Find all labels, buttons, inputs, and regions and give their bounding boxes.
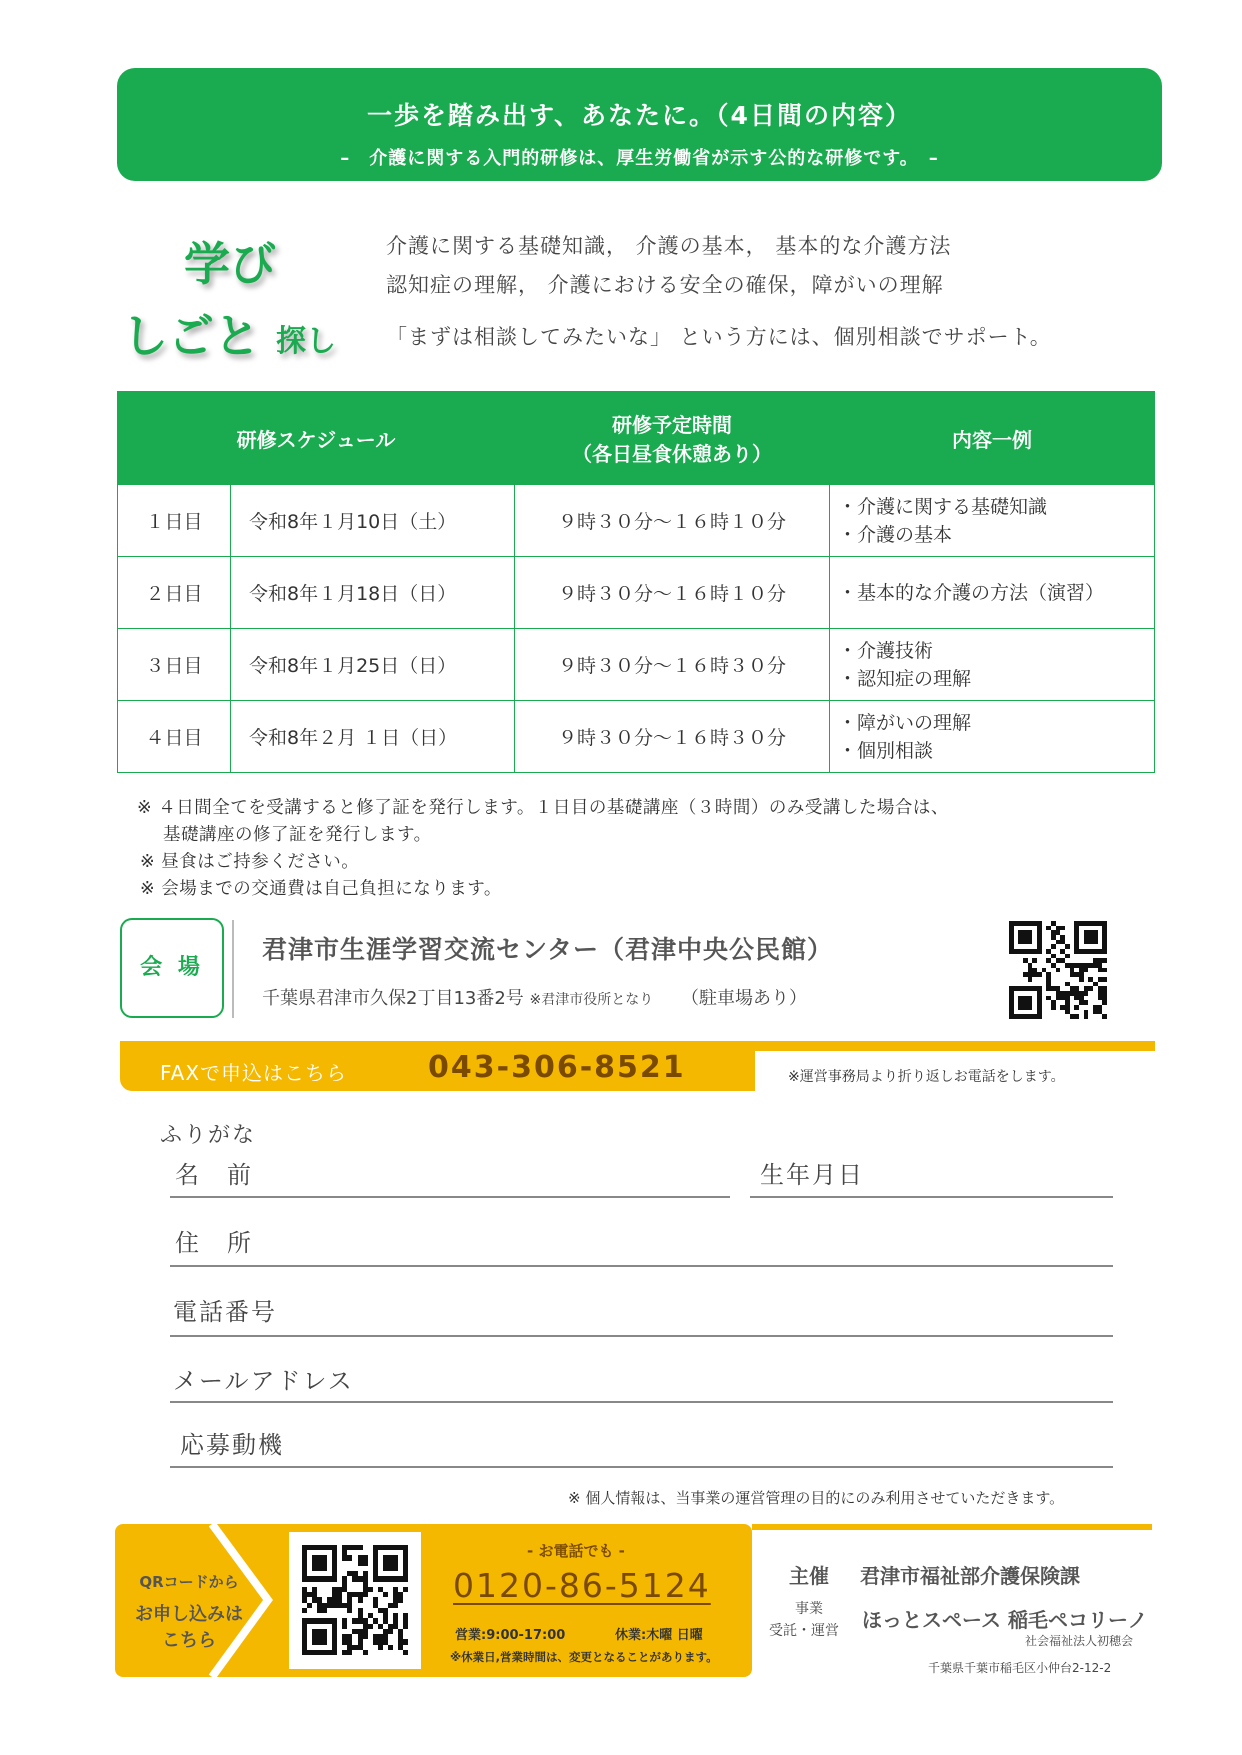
venue-note: ※君津市役所となり — [529, 992, 654, 1008]
content-line: ・介護技術 — [838, 639, 934, 662]
content-cell — [830, 485, 1155, 557]
schedule-header-content: 内容一例 — [830, 392, 1155, 485]
application-qr-code[interactable] — [302, 1545, 408, 1655]
schedule-header-time-line1: 研修予定時間 — [612, 413, 732, 437]
date-cell: 令和8年２月 １日（日） — [231, 701, 515, 773]
phone-field[interactable] — [170, 1335, 1113, 1337]
header-banner — [117, 68, 1162, 181]
day-cell: ４日目 — [118, 701, 231, 773]
birthday-field[interactable] — [750, 1196, 1113, 1198]
logo-sagashi: 探し — [276, 324, 336, 359]
qr-module — [1102, 1014, 1107, 1019]
schedule-header-schedule: 研修スケジュール — [118, 392, 515, 485]
time-cell: ９時３０分～１６時３０分 — [515, 629, 830, 701]
address-field[interactable] — [170, 1265, 1113, 1267]
footer-qr-text-2: お申し込みは — [135, 1604, 243, 1625]
time-cell: ９時３０分～１６時１０分 — [515, 485, 830, 557]
email-field[interactable] — [170, 1401, 1113, 1403]
content-line: ・認知症の理解 — [838, 667, 972, 690]
content-cell — [830, 701, 1155, 773]
content-line: ・介護の基本 — [838, 523, 953, 546]
header-title: 一歩を踏み出す、あなたに。（4日間の内容） — [367, 101, 912, 130]
content-line: ・個別相談 — [838, 739, 934, 762]
footer-phone-label: - お電話でも - — [527, 1542, 625, 1560]
email-label: メールアドレス — [173, 1367, 354, 1395]
qr-module — [403, 1650, 408, 1655]
footer-qr-text-1: QRコードから — [139, 1573, 239, 1591]
intro-line-3: 「まずは相談してみたいな」 という方には、個別相談でサポート。 — [386, 325, 1052, 349]
footer-closed: 休業:木曜 日曜 — [615, 1628, 703, 1643]
intro-line-1: 介護に関する基礎知識， 介護の基本， 基本的な介護方法 — [386, 234, 952, 258]
birthday-label: 生年月日 — [760, 1161, 864, 1189]
logo-manabi: 学び — [184, 237, 276, 291]
host-label: 主催 — [789, 1564, 829, 1588]
content-cell — [830, 557, 1155, 629]
day-cell: ３日目 — [118, 629, 231, 701]
note-lunch: ※ 昼食はご持参ください。 — [140, 852, 360, 872]
footer-hours: 営業:9:00-17:00 — [455, 1628, 566, 1643]
name-field[interactable] — [170, 1196, 730, 1198]
footer-qr-text-3: こちら — [162, 1630, 216, 1651]
table-row — [118, 557, 1155, 629]
content-line: ・介護に関する基礎知識 — [838, 495, 1048, 518]
content-line: ・基本的な介護の方法（演習） — [838, 581, 1105, 604]
operator-name: ほっとスペース 稲毛ペコリーノ — [862, 1608, 1148, 1632]
corp-address: 千葉県千葉市稲毛区小仲台2-12-2 — [928, 1661, 1112, 1675]
note-certificate-1: ※ ４日間全てを受講すると修了証を発行します。１日目の基礎講座（３時間）のみ受講した場合は、 — [137, 798, 949, 818]
host-name: 君津市福祉部介護保険課 — [860, 1564, 1080, 1588]
motive-label: 応募動機 — [180, 1431, 284, 1459]
content-cell — [830, 629, 1155, 701]
intro-line-2: 認知症の理解， 介護における安全の確保，障がいの理解 — [386, 273, 944, 297]
table-row — [118, 485, 1155, 557]
schedule-header-row — [118, 392, 1155, 485]
corp-name: 社会福祉法人初穂会 — [1025, 1634, 1134, 1648]
date-cell: 令和8年１月10日（土） — [231, 485, 515, 557]
venue-parking: （駐車場あり） — [681, 988, 808, 1009]
operator-label-2: 受託・運営 — [769, 1623, 839, 1639]
motive-field[interactable] — [170, 1466, 1113, 1468]
schedule-table — [117, 391, 1155, 773]
time-cell: ９時３０分～１６時１０分 — [515, 557, 830, 629]
operator-label-1: 事業 — [795, 1601, 823, 1617]
venue-qr-code[interactable] — [1009, 921, 1107, 1019]
note-certificate-2: 基礎講座の修了証を発行します。 — [163, 825, 432, 845]
venue-divider — [232, 920, 234, 1018]
date-cell: 令和8年１月18日（日） — [231, 557, 515, 629]
venue-label: 会 場 — [140, 955, 204, 980]
phone-label: 電話番号 — [173, 1298, 277, 1326]
fax-label: FAXで申込はこちら — [160, 1061, 348, 1085]
footer-phone-number[interactable]: 0120-86-5124 — [453, 1566, 711, 1605]
venue-name: 君津市生涯学習交流センター（君津中央公民館） — [262, 935, 834, 964]
note-transport: ※ 会場までの交通費は自己負担になります。 — [140, 879, 502, 899]
venue-address-line — [262, 984, 807, 1010]
day-cell: ２日目 — [118, 557, 231, 629]
name-label: 名 前 — [175, 1161, 253, 1189]
time-cell: ９時３０分～１６時３０分 — [515, 701, 830, 773]
fax-note: ※運営事務局より折り返しお電話をします。 — [788, 1069, 1065, 1085]
furigana-label: ふりがな — [160, 1123, 257, 1148]
content-line: ・障がいの理解 — [838, 711, 972, 734]
privacy-note: ※ 個人情報は、当事業の運営管理の目的にのみ利用させていただきます。 — [568, 1489, 1065, 1507]
schedule-header-time-line2: （各日昼食休憩あり） — [572, 442, 772, 466]
address-label: 住 所 — [175, 1229, 253, 1257]
footer-holiday-note: ※休業日,営業時間は、変更となることがあります。 — [450, 1650, 718, 1664]
footer-top-line — [752, 1524, 1152, 1530]
schedule-header-time — [515, 392, 830, 485]
logo-shigoto: しごと — [122, 309, 260, 363]
table-row — [118, 629, 1155, 701]
date-cell: 令和8年１月25日（日） — [231, 629, 515, 701]
venue-address: 千葉県君津市久保2丁目13番2号 — [262, 988, 524, 1009]
fax-number[interactable]: 043-306-8521 — [428, 1050, 686, 1085]
day-cell: １日目 — [118, 485, 231, 557]
table-row — [118, 701, 1155, 773]
header-subtitle: – 介護に関する入門的研修は、厚生労働省が示す公的な研修です。 – — [340, 148, 939, 169]
